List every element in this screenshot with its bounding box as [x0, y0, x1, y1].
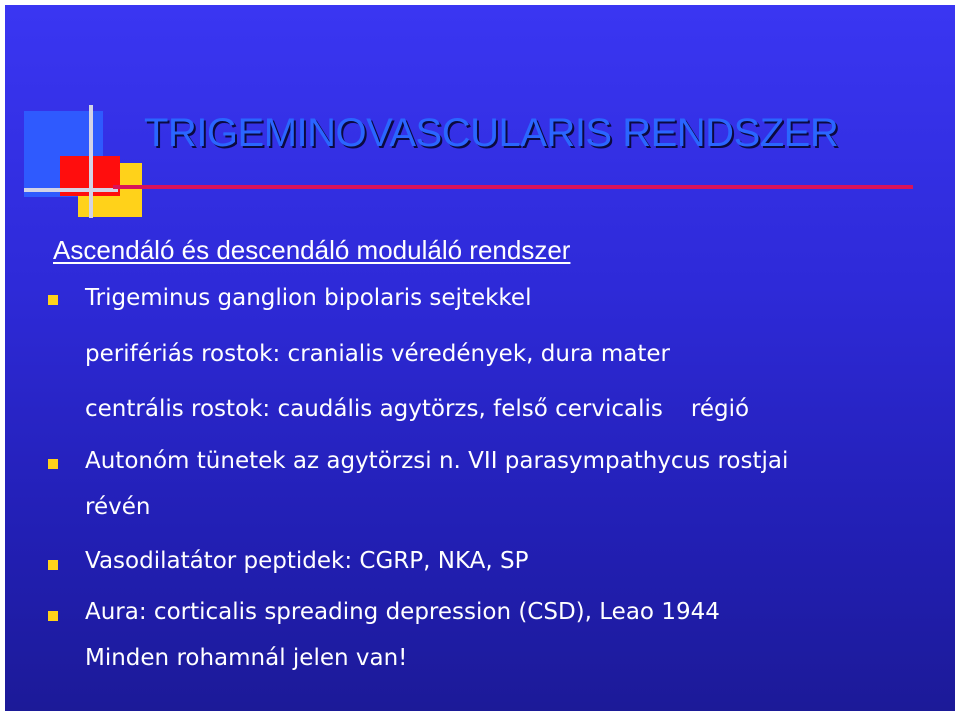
title-underline	[113, 185, 913, 189]
bullet-text-2-line-1: Autonóm tünetek az agytörzsi n. VII parasympathycus rostjai	[85, 448, 789, 474]
slide	[5, 5, 955, 711]
slide-subtitle: Ascendáló és descendáló moduláló rendszer	[53, 235, 571, 265]
sub-item-central-region: régió	[690, 396, 750, 422]
bullet-icon	[48, 560, 58, 570]
sub-item-central-text: centrális rostok: caudális agytörzs, felső cervicalis	[85, 396, 663, 422]
bullet-text-1: Trigeminus ganglion bipolaris sejtekkel	[85, 285, 532, 311]
decorative-horizontal-line	[24, 188, 118, 192]
bullet-icon	[48, 295, 58, 305]
bullet-icon	[48, 611, 58, 621]
sub-item-peripheral: perifériás rostok: cranialis véredények, dura mater	[85, 341, 670, 367]
bullet-text-2-line-2: révén	[85, 494, 151, 520]
bullet-text-3: Vasodilatátor peptidek: CGRP, NKA, SP	[85, 548, 529, 574]
bullet-icon	[48, 459, 58, 469]
sub-item-central	[85, 396, 749, 422]
bullet-text-4-line-2: Minden rohamnál jelen van!	[85, 645, 408, 671]
decorative-vertical-line	[89, 105, 93, 218]
bullet-text-4-line-1: Aura: corticalis spreading depression (CSD), Leao 1944	[85, 599, 720, 625]
slide-title-text: TRIGEMINOVASCULARIS RENDSZER	[144, 111, 839, 155]
slide-title	[144, 111, 838, 156]
